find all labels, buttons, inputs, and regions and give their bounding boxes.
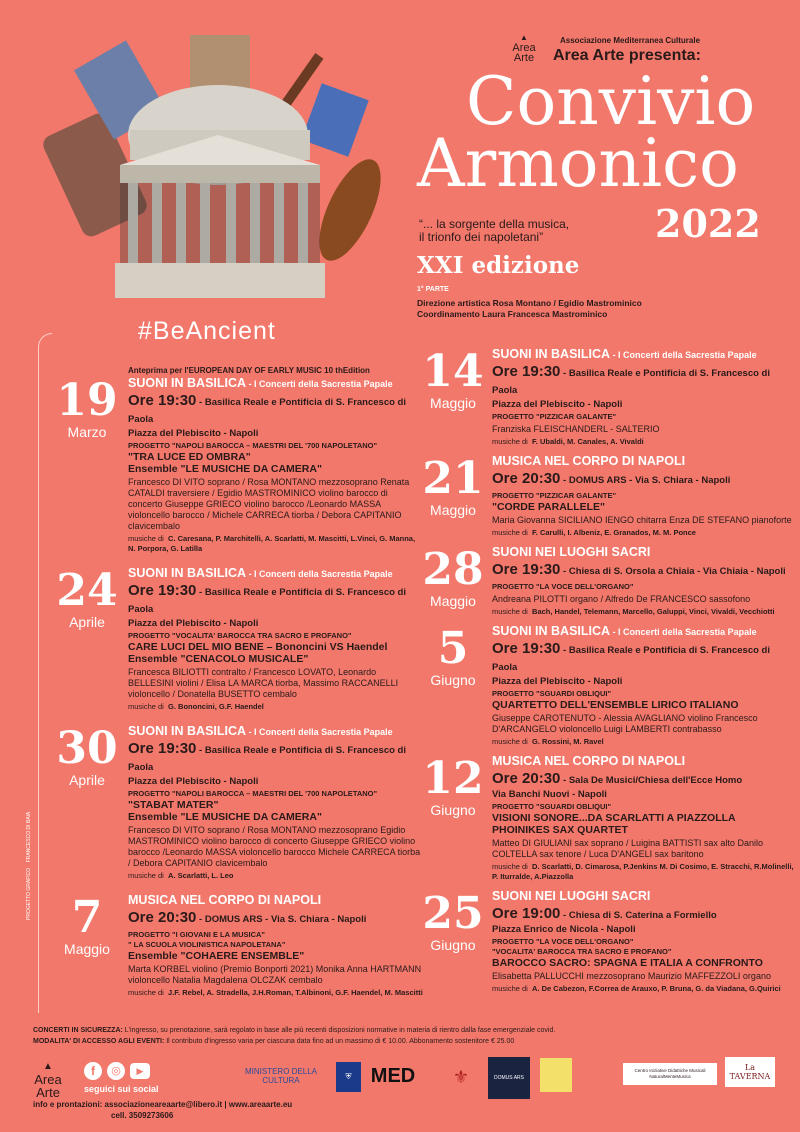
event-time-venue	[492, 561, 796, 580]
event-category	[128, 376, 424, 392]
event-project	[128, 631, 424, 641]
performer-line: Andreana PILOTTI organo / Alfredo De FRANCESCO sassofono	[492, 594, 751, 604]
event-venue: - Basilica Reale e Pontificia di S. Francesco di Paola	[128, 745, 406, 773]
part-label: 1° PARTE	[417, 286, 449, 293]
performer-line: Marta KORBEL violino (Premio Bonporti 2021)	[128, 964, 314, 974]
event-date	[422, 544, 484, 610]
performer-line: Matteo DI GIULIANI sax soprano / Luigina BATTISTI sax alto	[492, 838, 735, 848]
event-time-venue	[492, 363, 796, 399]
event-category	[492, 889, 796, 905]
performer-line: Franziska FLEISCHANDERL - SALTERIO	[492, 424, 660, 434]
event-title: Ensemble "COHAERE ENSEMBLE"	[128, 950, 305, 962]
event-title: "TRA LUCE ED OMBRA"	[128, 451, 251, 463]
music-label: musiche di	[492, 528, 528, 537]
project-line: "VOCALITA' BAROCCA TRA SACRO E PROFANO"	[492, 947, 672, 956]
event-time-venue	[492, 640, 796, 676]
event-project	[492, 412, 796, 422]
music-label: musiche di	[492, 984, 528, 993]
category-name: SUONI IN BASILICA	[128, 724, 247, 738]
performer-line: Francesco DI VITO soprano / Rosa MONTANO mezzosoprano	[128, 477, 378, 487]
category-sub: - I Concerti della Sacrestia Papale	[246, 727, 393, 737]
category-name: SUONI NEI LUOGHI SACRI	[492, 545, 651, 559]
performer-line: Giuseppe GRIECO violino barocco /Leonardo MASSA violoncello barocco	[128, 836, 416, 857]
event-time: Ore 19:30	[128, 392, 197, 409]
event-block	[122, 893, 424, 998]
event-month: Maggio	[430, 593, 476, 609]
event-project	[492, 802, 796, 812]
music-label: musiche di	[492, 737, 528, 746]
performer-line: Michele CARRECA tiorba / Debora CAPITANIO clavicembalo	[128, 847, 421, 868]
instagram-icon[interactable]: ◎	[107, 1062, 125, 1080]
event-time: Ore 19:30	[492, 561, 561, 578]
event-performers	[492, 424, 796, 435]
event-venue: - Chiesa di S. Orsola a Chiaia - Via Chiaia - Napoli	[560, 566, 786, 577]
event-time-venue	[492, 470, 796, 489]
med-logo: MED	[370, 1064, 416, 1087]
performer-line: Egidio MASTROMINICO violino barocco di concerto	[128, 825, 406, 846]
event-category	[492, 347, 796, 363]
project-line: PROGETTO "I GIOVANI E LA MUSICA"	[128, 930, 265, 939]
access-text: Il contributo d'ingresso varia per ciascuna data fino ad un massimo di € 10.00. Abbonamento sostenitore € 25.00	[164, 1038, 515, 1045]
project-line: PROGETTO "LA VOCE DELL'ORGANO"	[492, 937, 634, 946]
event-day: 7	[71, 892, 103, 943]
youtube-icon[interactable]: ▶	[130, 1063, 150, 1079]
event-time-venue	[128, 392, 424, 428]
event-venue: - Sala De Musici/Chiesa dell'Ecce Homo	[560, 775, 743, 786]
event-project	[128, 441, 424, 451]
event-project	[128, 789, 424, 799]
event-month: Giugno	[430, 937, 476, 953]
project-line: PROGETTO "VOCALITA' BAROCCA TRA SACRO E PROFANO"	[128, 631, 352, 640]
event-music	[492, 528, 796, 538]
performer-line: concerto Giuseppe GRIECO violino barocco /Leonardo MASSA violoncello	[128, 499, 381, 520]
crest-logo: ⚜	[452, 1066, 470, 1087]
event-music	[492, 437, 796, 447]
performer-line: Leonardo BELLESINI violini / Elisa LA MARCA tiorba,	[128, 667, 377, 688]
music-label: musiche di	[492, 607, 528, 616]
event-month: Giugno	[430, 672, 476, 688]
event-date	[52, 375, 122, 441]
project-line: PROGETTO "NAPOLI BAROCCA – MAESTRI DEL '700 NAPOLETANO"	[128, 441, 378, 450]
event-category	[492, 624, 796, 640]
music-label: musiche di	[128, 702, 164, 711]
campania-logo: ⛨	[336, 1062, 361, 1092]
performer-line: Giuseppe CAROTENUTO - Alessia AVAGLIANO violino	[492, 713, 714, 723]
category-name: SUONI NEI LUOGHI SACRI	[492, 889, 651, 903]
category-name: MUSICA NEL CORPO DI NAPOLI	[492, 454, 686, 468]
event-month: Aprile	[69, 614, 105, 630]
event-block	[484, 454, 796, 538]
event-performers	[128, 964, 424, 986]
event-venue: - Basilica Reale e Pontificia di S. Francesco di Paola	[128, 397, 406, 425]
social-label: seguici sui social	[84, 1084, 159, 1094]
event-category	[492, 545, 796, 561]
composers: A. De Cabezon, F.Correa de Arauxo, P. Bruna, G. da Viadana, G.Quirici	[532, 984, 781, 993]
event-venue: - Chiesa di S. Caterina a Formiello	[560, 910, 717, 921]
event-music	[492, 737, 796, 747]
event-title: "STABAT MATER"	[128, 799, 219, 811]
event-day: 19	[56, 375, 118, 426]
composers: Bach, Handel, Telemann, Marcello, Galuppi, Vinci, Vivaldi, Vecchiotti	[532, 607, 775, 616]
category-name: SUONI IN BASILICA	[128, 376, 247, 390]
events-left-column	[52, 366, 424, 998]
safety-note	[33, 1025, 555, 1036]
composers: D. Scarlatti, D. Cimarosa, P.Jenkins M. Di Cosimo, E. Stracchi, R.Molinelli, P. Iturralde, A.Piazzolla	[492, 862, 794, 881]
event-row	[422, 624, 796, 747]
event-row	[52, 893, 424, 998]
hashtag: #BeAncient	[138, 317, 276, 345]
centro-logo: Centro Iniziative Didattiche Musicali NaturalMenteMusica	[623, 1063, 717, 1085]
composers: J.F. Rebel, A. Stradella, J.H.Roman, T.Albinoni, G.F. Haendel, M. Mascitti	[168, 988, 423, 997]
quote-line: il trionfo dei napoletani”	[419, 230, 544, 244]
event-row	[422, 545, 796, 617]
quote	[419, 218, 569, 244]
event-title: PHOINIKES SAX QUARTET	[492, 824, 628, 836]
event-performers	[492, 838, 796, 860]
event-date	[52, 892, 122, 958]
music-label: musiche di	[492, 862, 528, 871]
event-date	[422, 346, 484, 412]
event-row	[422, 889, 796, 994]
event-time: Ore 20:30	[128, 909, 197, 926]
event-performers	[492, 594, 796, 605]
event-title: Ensemble "CENACOLO MUSICALE"	[128, 653, 309, 665]
event-day: 28	[422, 544, 484, 595]
access-note	[33, 1036, 555, 1047]
performer-line: Enza DE STEFANO pianoforte	[669, 515, 792, 525]
event-block	[122, 724, 424, 881]
event-music	[128, 534, 424, 554]
category-name: SUONI IN BASILICA	[492, 624, 611, 638]
category-sub: - I Concerti della Sacrestia Papale	[610, 627, 757, 637]
event-title: "CORDE PARALLELE"	[492, 501, 606, 513]
event-day: 21	[422, 453, 484, 504]
category-name: SUONI IN BASILICA	[492, 347, 611, 361]
event-title: Ensemble "LE MUSICHE DA CAMERA"	[128, 811, 322, 823]
coordination: Coordinamento Laura Francesca Mastrominico	[417, 309, 608, 319]
artistic-direction: Direzione artistica Rosa Montano / Egidio Mastrominico	[417, 298, 642, 308]
performer-line: Luigi LAMBERTI contrabasso	[603, 724, 722, 734]
event-venue-address: Piazza del Plebiscito - Napoli	[128, 618, 259, 629]
event-music	[128, 871, 424, 881]
footer-notes	[33, 1025, 555, 1047]
event-block	[484, 624, 796, 747]
event-venue-address: Via Banchi Nuovi - Napoli	[492, 789, 607, 800]
cappella-logo	[540, 1058, 572, 1092]
events-right-column	[422, 347, 796, 994]
event-time: Ore 20:30	[492, 770, 561, 787]
event-day: 5	[437, 623, 469, 674]
performer-line: Massimo RACCANELLI violoncello / Donatella BUSETTO cembalo	[128, 678, 399, 699]
category-name: SUONI IN BASILICA	[128, 566, 247, 580]
area-arte-logo: ▲ Area Arte	[512, 33, 536, 64]
event-music	[492, 862, 796, 882]
event-day: 30	[56, 723, 118, 774]
footer-area-arte-logo: ▲ Area Arte	[34, 1061, 62, 1100]
event-month: Maggio	[64, 941, 110, 957]
title-line1: Convivio	[466, 63, 756, 140]
event-performers	[128, 667, 424, 700]
composers: G. Rossini, M. Ravel	[532, 737, 604, 746]
social-icons	[84, 1062, 150, 1080]
performer-line: Monika Anna HARTMANN violoncello	[128, 964, 422, 985]
event-month: Giugno	[430, 802, 476, 818]
event-date	[422, 453, 484, 519]
year: 2022	[655, 201, 761, 246]
event-month: Marzo	[67, 424, 107, 440]
composers: A. Scarlatti, L. Leo	[168, 871, 234, 880]
music-label: musiche di	[128, 534, 164, 543]
event-performers	[128, 477, 424, 532]
performer-line: Danilo COLTELLA sax tenore / Luca D'ANGELI sax baritono	[492, 838, 763, 859]
performer-line: Elisabetta PALLUCCHI mezzosoprano	[492, 971, 646, 981]
event-performers	[492, 515, 796, 526]
title-line2: Armonico	[417, 125, 739, 202]
category-name: MUSICA NEL CORPO DI NAPOLI	[492, 754, 686, 768]
event-block	[122, 366, 424, 554]
event-date	[422, 888, 484, 954]
facebook-icon[interactable]: f	[84, 1062, 102, 1080]
event-time-venue	[128, 740, 424, 776]
project-line: PROGETTO "NAPOLI BAROCCA – MAESTRI DEL '700 NAPOLETANO"	[128, 789, 378, 798]
event-project	[492, 689, 796, 699]
event-title: Ensemble "LE MUSICHE DA CAMERA"	[128, 463, 322, 475]
event-time: Ore 19:30	[492, 640, 561, 657]
event-date	[52, 565, 122, 631]
event-venue-address: Piazza del Plebiscito - Napoli	[492, 676, 623, 687]
frame-line	[38, 333, 52, 1013]
event-time: Ore 20:30	[492, 470, 561, 487]
category-sub: - I Concerti della Sacrestia Papale	[246, 569, 393, 579]
basilica-collage-image	[40, 30, 410, 310]
event-row	[422, 754, 796, 882]
composers: G. Bononcini, G.F. Haendel	[168, 702, 264, 711]
safety-label: CONCERTI IN SICUREZZA:	[33, 1027, 123, 1034]
event-venue-address: Piazza del Plebiscito - Napoli	[128, 428, 259, 439]
presenter-text: Area Arte presenta:	[553, 47, 701, 64]
event-time-venue	[492, 770, 796, 789]
event-month: Maggio	[430, 502, 476, 518]
project-line: " LA SCUOLA VIOLINISTICA NAPOLETANA"	[128, 940, 286, 949]
event-row	[52, 724, 424, 881]
event-time-venue	[128, 582, 424, 618]
event-category	[492, 754, 796, 770]
event-title: CARE LUCI DEL MIO BENE – Bononcini VS Haendel	[128, 641, 388, 653]
association-name: Associazione Mediterranea Culturale	[560, 36, 701, 45]
event-venue: - Basilica Reale e Pontificia di S. Francesco di Paola	[492, 368, 770, 396]
event-row	[52, 366, 424, 554]
event-date	[52, 723, 122, 789]
composers: C. Caresana, P. Marchitelli, A. Scarlatti, M. Mascitti, L.Vinci, G. Manna, N. Porpora, G. Latilla	[128, 534, 416, 553]
event-date	[422, 753, 484, 819]
taverna-logo: La TAVERNA	[725, 1057, 775, 1087]
composers: F. Ubaldi, M. Canales, A. Vivaldi	[532, 437, 644, 446]
performer-line: Francesco DI VITO soprano / Rosa MONTANO mezzosoprano	[128, 825, 378, 835]
composers: F. Carulli, I. Albeniz, E. Granados, M. M. Ponce	[532, 528, 696, 537]
event-title: BAROCCO SACRO: SPAGNA E ITALIA A CONFRONTO	[492, 957, 763, 969]
event-day: 14	[422, 346, 484, 397]
event-category	[128, 724, 424, 740]
performer-line: barocco / Michele CARRECA tiorba / Debora CAPITANIO clavicembalo	[128, 510, 402, 531]
event-day: 12	[422, 753, 484, 804]
event-title: QUARTETTO DELL'ENSEMBLE LIRICO ITALIANO	[492, 699, 739, 711]
event-venue-address: Piazza del Plebiscito - Napoli	[128, 776, 259, 787]
contact-info	[33, 1099, 292, 1121]
quote-line: “... la sorgente della musica,	[419, 217, 570, 231]
music-label: musiche di	[128, 871, 164, 880]
event-category	[128, 893, 424, 909]
event-day: 24	[56, 565, 118, 616]
category-name: MUSICA NEL CORPO DI NAPOLI	[128, 893, 322, 907]
event-music	[128, 702, 424, 712]
event-project	[492, 582, 796, 592]
safety-text: L'ingresso, su prenotazione, sarà regolato in base alle più recenti disposizioni normative in materia di rientro dalla fase emergenziale covid.	[122, 1027, 556, 1034]
music-label: musiche di	[492, 437, 528, 446]
event-block	[122, 566, 424, 712]
project-line: PROGETTO "PIZZICAR GALANTE"	[492, 412, 617, 421]
domus-ars-logo: DOMUS ARS	[488, 1057, 530, 1099]
event-project	[492, 491, 796, 501]
side-credit: PROGETTO GRAFICO FRANCESCO DI BAIA	[26, 811, 32, 920]
event-project	[128, 930, 424, 950]
event-category	[128, 566, 424, 582]
access-label: MODALITA' DI ACCESSO AGLI EVENTI:	[33, 1038, 165, 1045]
event-music	[492, 984, 796, 994]
event-month: Maggio	[430, 395, 476, 411]
event-preview-note: Anteprima per l'EUROPEAN DAY OF EARLY MUSIC 10 thEdition	[128, 366, 370, 375]
event-time: Ore 19:30	[128, 740, 197, 757]
phone: cell. 3509273606	[111, 1111, 174, 1120]
performer-line: Francesco D'ARCANGELO violoncello	[492, 713, 758, 734]
credits	[417, 298, 642, 320]
edition: XXI edizione	[417, 252, 580, 279]
event-time: Ore 19:00	[492, 905, 561, 922]
event-block	[484, 347, 796, 447]
project-line: PROGETTO "PIZZICAR GALANTE"	[492, 491, 617, 500]
event-performers	[492, 971, 796, 982]
event-date	[422, 623, 484, 689]
performer-line: Francesca BILIOTTI contralto / Francesco LOVATO,	[128, 667, 336, 677]
event-venue: - Basilica Reale e Pontificia di S. Francesco di Paola	[128, 587, 406, 615]
event-music	[492, 607, 796, 617]
performer-line: Maria Giovanna SICILIANO IENGO chitarra	[492, 515, 667, 525]
event-block	[484, 889, 796, 994]
project-line: PROGETTO "SGUARDI OBLIQUI"	[492, 802, 612, 811]
performer-line: Natalia Magdalena OLCZAK cembalo	[172, 975, 323, 985]
event-project	[492, 937, 796, 957]
project-line: PROGETTO "SGUARDI OBLIQUI"	[492, 689, 612, 698]
event-venue: - Basilica Reale e Pontificia di S. Francesco di Paola	[492, 645, 770, 673]
event-time-venue	[128, 909, 424, 928]
event-venue-address: Piazza Enrico de Nicola - Napoli	[492, 924, 636, 935]
event-day: 25	[422, 888, 484, 939]
event-block	[484, 545, 796, 617]
event-month: Aprile	[69, 772, 105, 788]
category-sub: - I Concerti della Sacrestia Papale	[610, 350, 757, 360]
performer-line: Maurizio MAFFEZZOLI organo	[647, 971, 771, 981]
event-performers	[492, 713, 796, 735]
performer-line: Renata CATALDI traversiere / Egidio MASTROMINICO violino barocco di	[128, 477, 410, 498]
music-label: musiche di	[128, 988, 164, 997]
event-row	[52, 566, 424, 712]
event-time-venue	[492, 905, 796, 924]
event-venue: - DOMUS ARS - Via S. Chiara - Napoli	[560, 475, 731, 486]
event-performers	[128, 825, 424, 869]
event-row	[422, 454, 796, 538]
project-line: PROGETTO "LA VOCE DELL'ORGANO"	[492, 582, 634, 591]
event-time: Ore 19:30	[492, 363, 561, 380]
event-category	[492, 454, 796, 470]
event-time: Ore 19:30	[128, 582, 197, 599]
event-block	[484, 754, 796, 882]
category-sub: - I Concerti della Sacrestia Papale	[246, 379, 393, 389]
event-music	[128, 988, 424, 998]
contact-line: info e prontazioni: associazioneareaarte@libero.it | www.areaarte.eu	[33, 1100, 293, 1109]
event-venue: - DOMUS ARS - Via S. Chiara - Napoli	[196, 914, 367, 925]
event-row	[422, 347, 796, 447]
event-title: VISIONI SONORE...DA SCARLATTI A PIAZZOLLA	[492, 812, 736, 824]
ministry-logo: MINISTERO DELLA CULTURA	[244, 1067, 317, 1085]
event-venue-address: Piazza del Plebiscito - Napoli	[492, 399, 623, 410]
